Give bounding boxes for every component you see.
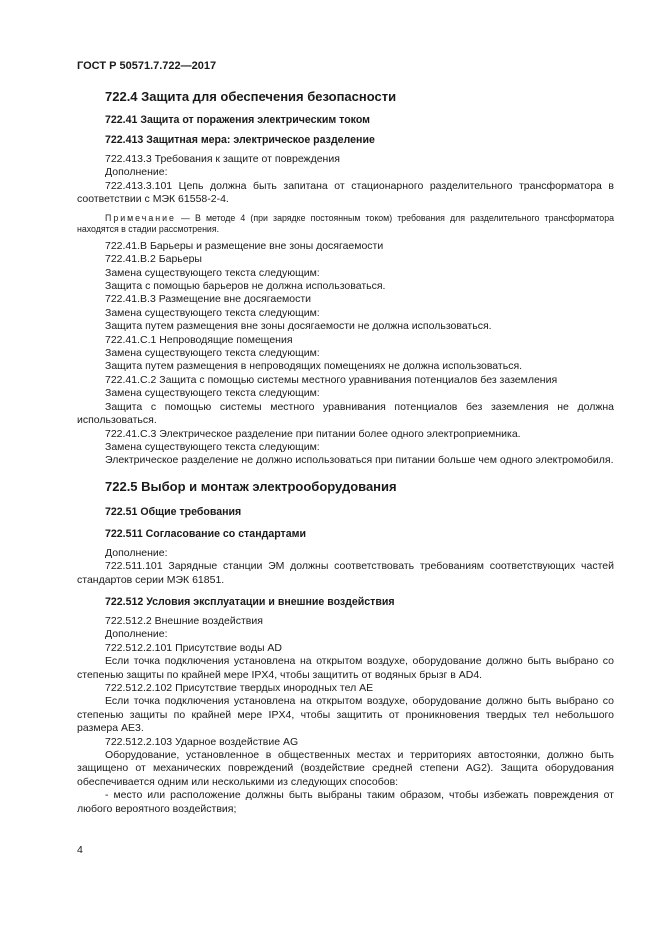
paragraph: Замена существующего текста следующим: — [105, 266, 320, 279]
page-content — [77, 88, 614, 816]
paragraph: Если точка подключения установлена на открытом воздухе, оборудование должно быть выбрано со степенью защиты по крайней мере IPX4, чтобы защитить от проникновения твердых тел небольшого размера AE3. — [77, 695, 614, 735]
paragraph: 722.413.3 Требования к защите от повреждения — [105, 153, 340, 165]
paragraph: 722.41.C.1 Непроводящие помещения — [105, 333, 293, 346]
note-label: Примечание — [105, 212, 176, 223]
paragraph: 722.512.2.103 Ударное воздействие AG — [105, 735, 299, 748]
section-722-5-title: 722.5 Выбор и монтаж электрооборудования — [105, 478, 397, 494]
paragraph: Защита с помощью барьеров не должна использоваться. — [105, 280, 386, 293]
paragraph: Замена существующего текста следующим: — [105, 306, 320, 319]
section-722-4-title: 722.4 Защита для обеспечения безопасности — [105, 89, 397, 104]
paragraph: Если точка подключения установлена на открытом воздухе, оборудование должно быть выбрано со степенью защиты по крайней мере IPX4, чтобы защитить от водяных брызг в AD4. — [77, 655, 614, 681]
paragraph: Замена существующего текста следующим: — [105, 347, 320, 360]
subsection-722-511: 722.511 Согласование со стандартами — [105, 527, 306, 540]
paragraph: 722.512.2 Внешние воздействия — [105, 614, 263, 627]
paragraph: Защита путем размещения в непроводящих помещениях не должна использоваться. — [105, 360, 523, 373]
subsection-722-512: 722.512 Условия эксплуатации и внешние воздействия — [105, 595, 395, 608]
paragraph: Защита с помощью системы местного уравнивания потенциалов без заземления не должна использоваться. — [77, 400, 614, 427]
paragraph: 722.41.B.2 Барьеры — [105, 253, 202, 266]
document-header: ГОСТ Р 50571.7.722—2017 — [77, 60, 217, 72]
paragraph: 722.511.101 Зарядные станции ЭМ должны соответствовать требованиям соответствующих частей стандартов серии МЭК 61851. — [77, 560, 614, 586]
paragraph: 722.413.3.101 Цепь должна быть запитана от стационарного разделительного трансформатора в соответствии с МЭК 61558-2-4. — [77, 179, 614, 206]
paragraph: 722.512.2.102 Присутствие твердых инородных тел AE — [105, 681, 374, 694]
paragraph: 722.41.B Барьеры и размещение вне зоны досягаемости — [105, 239, 384, 252]
paragraph: 722.512.2.101 Присутствие воды AD — [105, 641, 283, 654]
paragraph: Защита путем размещения вне зоны досягаемости не должна использоваться. — [105, 320, 492, 333]
paragraph: Дополнение: — [105, 166, 168, 179]
paragraph: Электрическое разделение не должно использоваться при питании больше чем одного электромобиля. — [105, 454, 614, 467]
subsection-722-413: 722.413 Защитная мера: электрическое разделение — [105, 134, 375, 146]
paragraph: 722.41.B.3 Размещение вне досягаемости — [105, 293, 312, 306]
paragraph: Оборудование, установленное в общественных местах и территориях автостоянки, должно быть защищено от механических повреждений (воздействие средней степени AG2). Защита оборудования обеспечивается одним или несколькими из следующих способов: — [77, 749, 614, 788]
paragraph: Замена существующего текста следующим: — [105, 440, 320, 453]
paragraph: 722.41.C.2 Защита с помощью системы местного уравнивания потенциалов без заземления — [105, 373, 558, 386]
paragraph: Дополнение: — [105, 546, 168, 559]
subsection-722-41: 722.41 Защита от поражения электрическим током — [105, 114, 370, 126]
paragraph: 722.41.C.3 Электрическое разделение при питании более одного электроприемника. — [105, 427, 521, 440]
note-text: — В методе 4 (при зарядке постоянным током) требования для разделительного трансформатора находятся в стадии рассмотрения. — [77, 212, 614, 235]
paragraph: Дополнение: — [105, 628, 168, 641]
paragraph: Замена существующего текста следующим: — [105, 387, 320, 400]
paragraph: - место или расположение должны быть выбраны таким образом, чтобы избежать повреждения от любого вероятного воздействия; — [77, 789, 614, 815]
subsection-722-51: 722.51 Общие требования — [105, 505, 242, 518]
note — [77, 213, 614, 236]
page-number: 4 — [77, 844, 83, 856]
